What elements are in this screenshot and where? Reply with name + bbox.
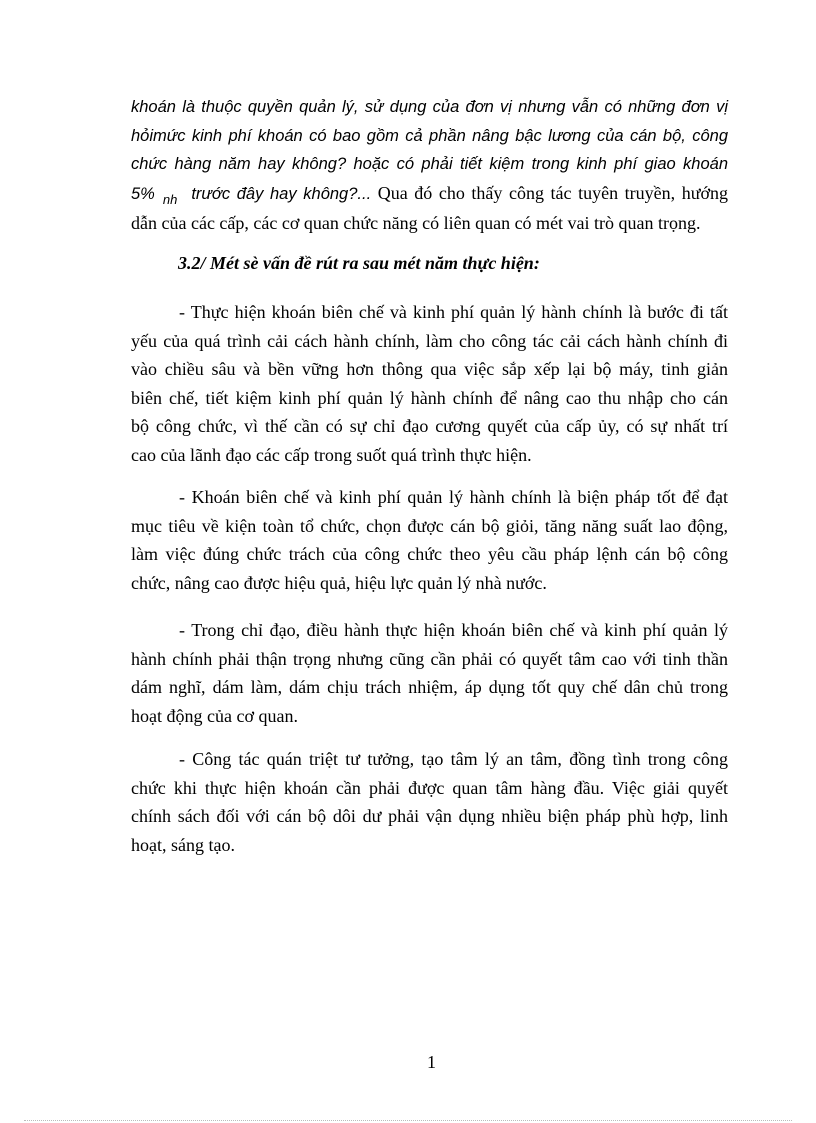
text-line: biên chế, tiết kiệm kinh phí quản lý hành chính để nâng cao thu nhập cho cán <box>131 387 728 408</box>
percent-text: 5% <box>131 184 155 203</box>
paragraph-4 <box>131 745 728 859</box>
footer-divider <box>24 1120 792 1121</box>
text-line: hoạt động của cơ quan. <box>131 705 298 726</box>
text-line: - Thực hiện khoán biên chế và kinh phí quản lý hành chính là bước đi tất <box>179 302 728 322</box>
text-line: khoán là thuộc quyền quản lý, sử dụng của đơn vị nhưng vẫn có những đơn vị <box>131 98 728 116</box>
text-line: yếu của quá trình cải cách hành chính, làm cho công tác cải cách hành chính đi <box>131 330 728 351</box>
italic-question-text: trước đây hay không?... <box>191 184 372 203</box>
text-line: chức khi thực hiện khoán cần phải được quan tâm hàng đầu. Việc giải quyết <box>131 777 728 798</box>
text-line: hành chính phải thận trọng nhưng cũng cần phải có quyết tâm cao với tinh thần <box>131 648 728 669</box>
paragraph-2 <box>131 483 728 597</box>
page-number: 1 <box>427 1052 436 1072</box>
text-line: - Khoán biên chế và kinh phí quản lý hành chính là biện pháp tốt để đạt <box>179 487 728 507</box>
text-line: - Công tác quán triệt tư tưởng, tạo tâm lý an tâm, đồng tình trong công <box>179 749 728 769</box>
text-line: chính sách đối với cán bộ dôi dư phải vận dụng nhiều biện pháp phù hợp, linh <box>131 806 728 826</box>
text-line: - Trong chỉ đạo, điều hành thực hiện khoán biên chế và kinh phí quản lý <box>179 620 728 640</box>
text-line: hoạt, sáng tạo. <box>131 834 235 855</box>
section-heading: 3.2/ Mét sè vấn đề rút ra sau mét năm thực hiện: <box>178 253 540 273</box>
text-line: dám nghĩ, dám làm, dám chịu trách nhiệm, áp dụng tốt quy chế dân chủ trong <box>131 677 728 697</box>
text-line: chức hàng năm hay không? hoặc có phải tiết kiệm trong kinh phí giao khoán <box>131 155 728 173</box>
intro-paragraph <box>131 93 728 238</box>
text-line: chức, nâng cao được hiệu quả, hiệu lực quản lý nhà nước. <box>131 572 547 593</box>
text-line-mixed <box>131 179 728 210</box>
text-line: vào chiều sâu và bền vững hơn thông qua việc sắp xếp lại bộ máy, tinh giản <box>131 359 728 379</box>
paragraph-3 <box>131 616 728 730</box>
text-line: cao của lãnh đạo các cấp trong suốt quá trình thực hiện. <box>131 444 532 465</box>
text-line: hỏimức kinh phí khoán có bao gồm cả phần nâng bậc lương của cán bộ, công <box>131 126 728 145</box>
text-line: bộ công chức, vì thế cần có sự chỉ đạo cương quyết của cấp ủy, có sự nhất trí <box>131 416 728 436</box>
text-line: làm việc đúng chức trách của công chức theo yêu cầu pháp lệnh cán bộ công <box>131 544 728 564</box>
text-line: mục tiêu về kiện toàn tổ chức, chọn được cán bộ giỏi, tăng năng suất lao động, <box>131 515 728 536</box>
text-line: dẫn của các cấp, các cơ quan chức năng có liên quan có mét vai trò quan trọng. <box>131 213 701 233</box>
paragraph-1 <box>131 298 728 469</box>
subscript-text: nh <box>162 191 178 207</box>
plain-text: Qua đó cho thấy công tác tuyên truyền, hướng <box>377 182 729 203</box>
